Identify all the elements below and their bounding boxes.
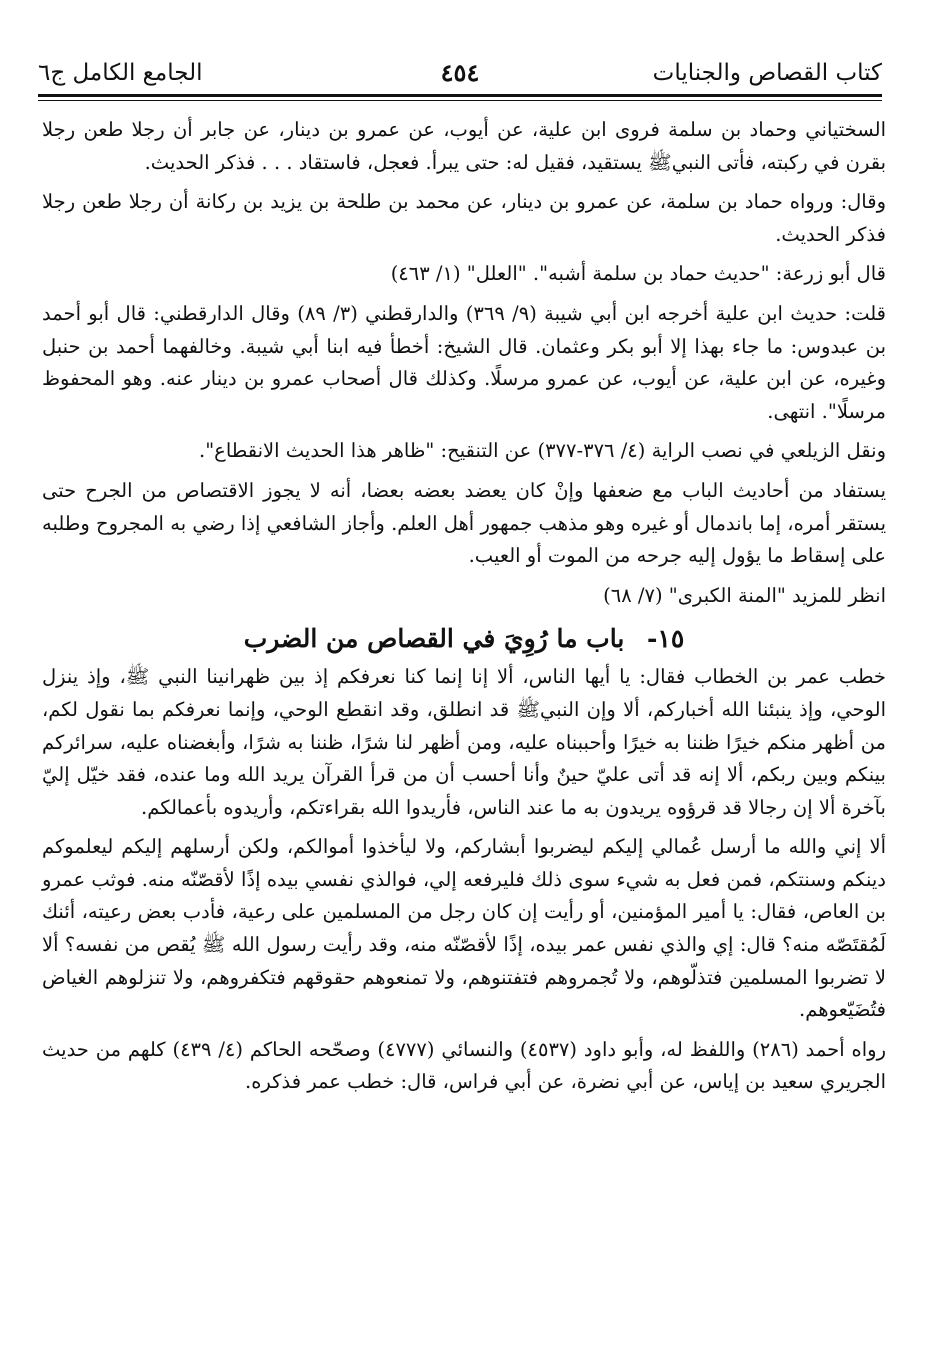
paragraph: رواه أحمد (٢٨٦) واللفظ له، وأبو داود (٤٥٣٧) والنسائي (٤٧٧٧) وصحّحه الحاكم (٤/ ٤٣٩) كلهم من حديث الجريري سعيد بن إياس، عن أبي نضرة، عن أبي فراس، قال: خطب عمر فذكره. [42, 1037, 886, 1094]
paragraph: خطب عمر بن الخطاب فقال: يا أيها الناس، ألا إنا إنما كنا نعرفكم إذ بين ظهرانينا النبي ﷺ، وإذ ينزل الوحي، وإذ ينبئنا الله أخباركم، ألا وإن النبيﷺ قد انطلق، وقد انقطع الوحي، وإنما نعرفكم بما نقول لكم، من أظهر منكم خيرًا ظننا به خيرًا وأحببناه عليه، ومن أظهر لنا شرًا، ظننا به شرًا، وأبغضناه عليه، سرائركم بينكم وبين ربكم، ألا إنه قد أتى عليّ حينٌ وأنا أحسب أن من قرأ القرآن يريد الله وما عنده، فقد خيّل إليّ بآخرة ألا إن رجالا قد قرؤوه يريدون به ما عند الناس، فأريدوا الله بقراءتكم، وأريدوه بأعمالكم. [42, 665, 886, 819]
series-title: الجامع الكامل ج٦ [38, 60, 203, 86]
running-header [38, 56, 882, 90]
paragraph: قال أبو زرعة: "حديث حماد بن سلمة أشبه". "العلل" (١/ ٤٦٣) [390, 262, 886, 286]
paragraph: قلت: حديث ابن علية أخرجه ابن أبي شيبة (٩/ ٣٦٩) والدارقطني (٣/ ٨٩) وقال الدارقطني: قال أبو أحمد بن عبدوس: ما جاء بهذا إلا أبو بكر وعثمان. قال الشيخ: أخطأ فيه ابنا أبي شيبة. وخالفهما أحمد بن حنبل وغيره، عن ابن علية، عن أيوب، عن عمرو مرسلًا. وكذلك قال أصحاب عمرو بن دينار عنه. وهو المحفوظ مرسلًا". انتهى. [42, 301, 886, 423]
book-title: كتاب القصاص والجنايات [652, 60, 882, 86]
paragraph: ونقل الزيلعي في نصب الراية (٤/ ٣٧٦-٣٧٧) عن التنقيح: "ظاهر هذا الحديث الانقطاع". [199, 439, 886, 463]
paragraph: انظر للمزيد "المنة الكبرى" (٧/ ٦٨) [603, 583, 886, 607]
paragraph: السختياني وحماد بن سلمة فروى ابن علية، عن أيوب، عن عمرو بن دينار، عن جابر أن رجلا طعن رجلا بقرن في ركبته، فأتى النبيﷺ يستقيد، فقيل له: حتى يبرأ. فعجل، فاستقاد . . . فذكر الحديث. [42, 118, 886, 174]
section-heading [42, 619, 886, 659]
page-number: ٤٥٤ [440, 58, 480, 87]
section-title: باب ما رُوِيَ في القصاص من الضرب [243, 624, 625, 654]
header-rule-thin [38, 100, 882, 101]
paragraph: وقال: ورواه حماد بن سلمة، عن عمرو بن دينار، عن محمد بن طلحة بن يزيد بن ركانة أن رجلا طعن رجلا فذكر الحديث. [42, 190, 886, 246]
header-rule-thick [38, 94, 882, 97]
paragraph: ألا إني والله ما أرسل عُمالي إليكم ليضربوا أبشاركم، ولا ليأخذوا أموالكم، ولكن أرسلهم إليكم ليعلموكم دينكم وسنتكم، فمن فعل به شيء سوى ذلك فليرفعه إلي، فوالذي نفسي بيده إذًا لأقصّنّه منه. فوثب عمرو بن العاص، فقال: يا أمير المؤمنين، أو رأيت إن كان رجل من المسلمين على رعية، فأدب بعض رعيته، أئنك لَمُقتَصّه منه؟ قال: إي والذي نفس عمر بيده، إذًا لأقصّنّه منه، وقد رأيت رسول الله ﷺ يُقص من نفسه؟ ألا لا تضربوا المسلمين فتذلّوهم، ولا تُجمروهم فتفتنوهم، ولا تمنعوهم حقوقهم فتكفروهم، ولا تنزلوهم الغياض فتُضَيّعوهم. [42, 835, 886, 1022]
paragraph: يستفاد من أحاديث الباب مع ضعفها وإنْ كان يعضد بعضه بعضا، أنه لا يجوز الاقتصاص من الجرح حتى يستقر أمره، إما باندمال أو غيره وهو مذهب جمهور أهل العلم. وأجاز الشافعي إذا رضي به المجروح وطلبه على إسقاط ما يؤول إليه جرحه من الموت أو العيب. [42, 478, 886, 568]
page-body [42, 114, 886, 1106]
section-number: ١٥- [647, 624, 685, 654]
